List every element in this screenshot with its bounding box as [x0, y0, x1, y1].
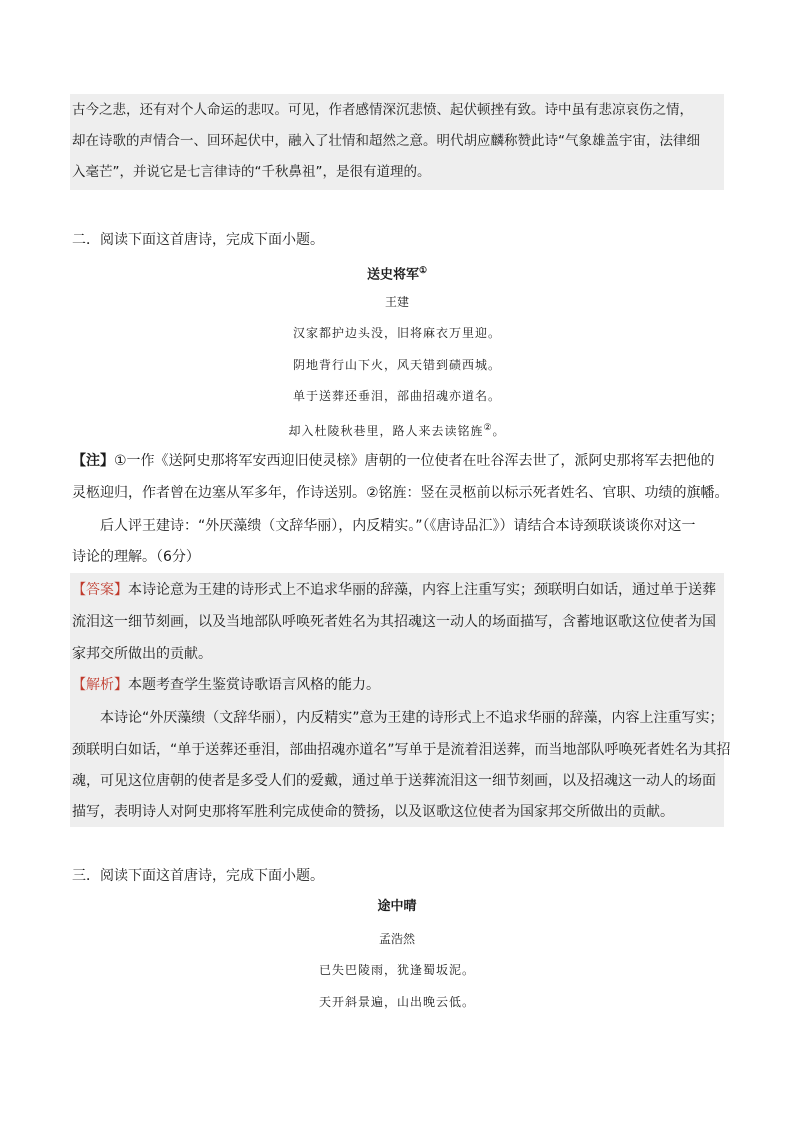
poem-line	[0, 419, 794, 440]
analysis-text-line: 入毫芒”，并说它是七言律诗的“千秋鼻祖”，是很有道理的。	[72, 164, 431, 180]
footnote-mark: ②	[483, 423, 493, 433]
analysis-line: 描写，表明诗人对阿史那将军胜利完成使命的赞扬，以及讴歌这位使者为国家邦交所做出的贡献。	[72, 804, 674, 820]
poem-title	[0, 262, 794, 284]
analysis-label: 【解析】	[72, 677, 128, 693]
note-text: ①一作《送阿史那将军安西迎旧使灵榇》唐朝的一位使者在吐谷浑去世了，派阿史那将军去把他的	[114, 453, 715, 469]
section-heading: 二．阅读下面这首唐诗，完成下面小题。	[72, 232, 324, 248]
poem-line: 单于送葬还垂泪，部曲招魂亦道名。	[292, 389, 501, 403]
poem-line-text: 却入杜陵秋巷里，路人来去读铭旌	[288, 424, 484, 438]
analysis-line: 本诗论“外厌藻缋（文辞华丽），内反精实”意为王建的诗形式上不追求华丽的辞藻，内容上注重写实；	[100, 710, 724, 726]
poem-line: 天开斜景遍，山出晚云低。	[318, 995, 475, 1009]
note-label: 【注】	[72, 453, 114, 469]
answer-text: 本诗论意为王建的诗形式上不追求华丽的辞藻，内容上注重写实；颈联明白如话，通过单于送葬	[128, 582, 716, 598]
answer-line: 流泪这一细节刻画，以及当地部队呼唤死者姓名为其招魂这一动人的场面描写，含蓄地讴歌这位使者为国	[72, 614, 716, 630]
analysis-line: 魂，可见这位唐朝的使者是多受人们的爱戴，通过单于送葬流泪这一细节刻画，以及招魂这一动人的场面	[72, 773, 716, 789]
note-line	[72, 451, 715, 471]
answer-line	[72, 580, 716, 600]
analysis-line: 颈联明白如话，“单于送葬还垂泪，部曲招魂亦道名”写单于是流着泪送葬，而当地部队呼唤死者姓名为其招	[72, 742, 731, 758]
question-line: 诗论的理解。（6分）	[72, 549, 200, 565]
poem-line: 阴地背行山下火，风天错到碛西城。	[292, 358, 501, 372]
poem-line-end: 。	[492, 424, 506, 438]
poem-title-text: 送史将军	[366, 267, 419, 283]
poem-author: 王建	[384, 295, 409, 309]
answer-label: 【答案】	[72, 582, 128, 598]
poem-author: 孟浩然	[378, 932, 415, 946]
answer-line: 家邦交所做出的贡献。	[72, 646, 212, 662]
poem-line: 汉家都护边头没，旧将麻衣万里迎。	[292, 326, 501, 340]
analysis-text-line: 古今之悲，还有对个人命运的悲叹。可见，作者感情深沉悲愤、起伏顿挫有致。诗中虽有悲凉哀伤之情，	[72, 102, 693, 118]
footnote-mark: ①	[418, 266, 428, 276]
analysis-text: 本题考查学生鉴赏诗歌语言风格的能力。	[128, 677, 380, 693]
poem-line: 已失巴陵雨，犹逢蜀坂泥。	[318, 963, 475, 977]
note-line: 灵柩迎归，作者曾在边塞从军多年，作诗送别。②铭旌：竖在灵柩前以标示死者姓名、官职、功绩的旗幡。	[72, 485, 729, 501]
analysis-line	[72, 675, 380, 695]
section-heading: 三．阅读下面这首唐诗，完成下面小题。	[72, 868, 324, 884]
analysis-text-line: 却在诗歌的声情合一、回环起伏中，融入了壮情和超然之意。明代胡应麟称赞此诗“气象雄盖宇宙，法律细	[72, 133, 700, 149]
question-line: 后人评王建诗：“外厌藻缋（文辞华丽），内反精实。”（《唐诗品汇》）请结合本诗颈联谈谈你对这一	[100, 518, 696, 534]
poem-title: 途中晴	[377, 899, 417, 914]
